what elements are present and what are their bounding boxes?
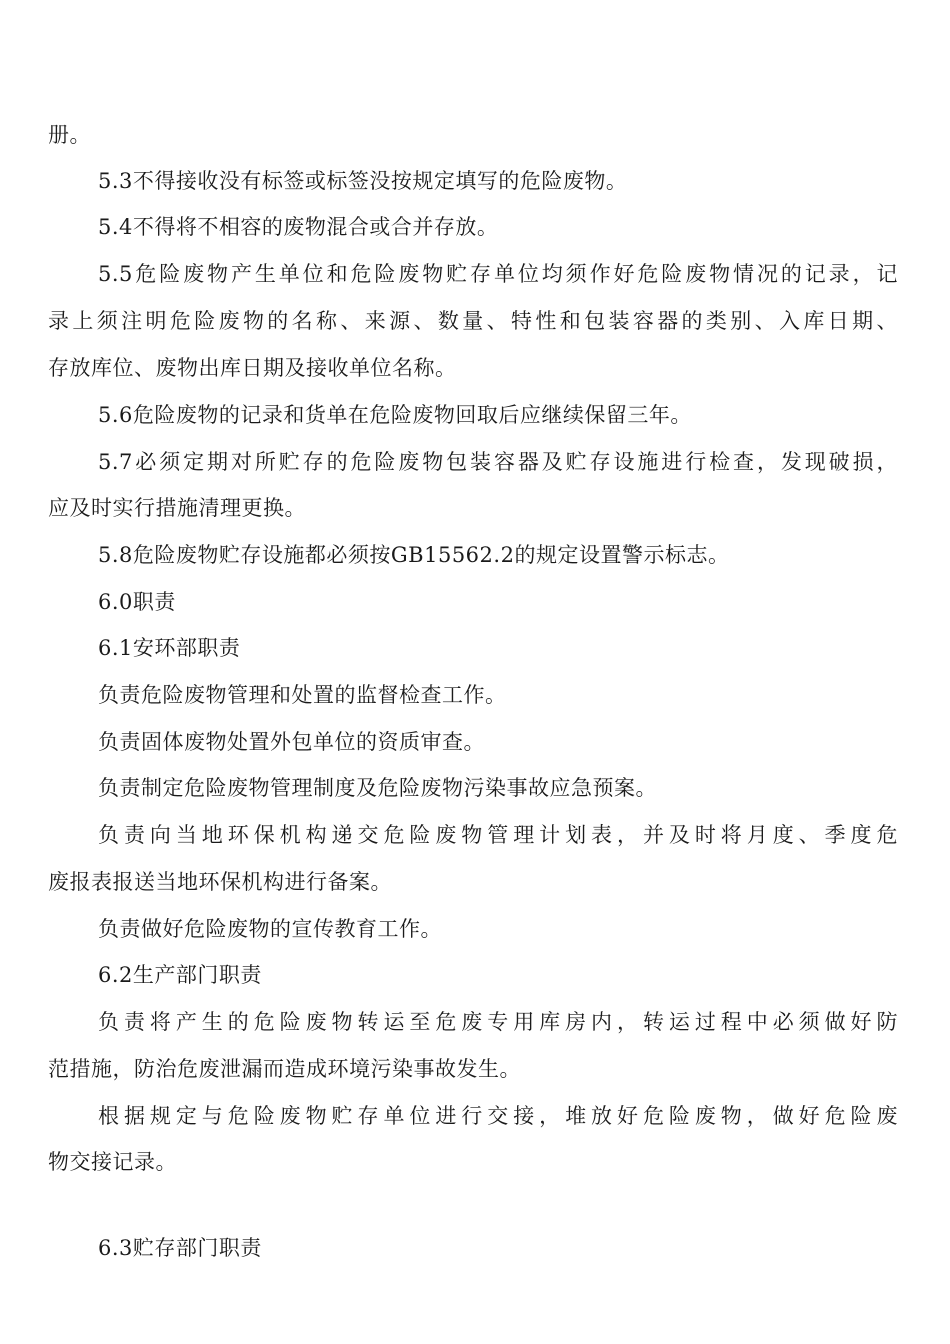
section-5-5-line-2: 录上须注明危险废物的名称、来源、数量、特性和包装容器的类别、入库日期、 xyxy=(48,309,898,333)
heading-6-1: 6.1安环部职责 xyxy=(98,636,241,660)
duty-item: 负责制定危险废物管理制度及危险废物污染事故应急预案。 xyxy=(98,776,657,800)
duty-item-line-1: 根据规定与危险废物贮存单位进行交接，堆放好危险废物，做好危险废 xyxy=(98,1104,898,1128)
duty-item-line-2: 范措施，防治危废泄漏而造成环境污染事故发生。 xyxy=(48,1057,521,1081)
duty-item: 负责固体废物处置外包单位的资质审查。 xyxy=(98,730,485,754)
duty-item: 负责危险废物管理和处置的监督检查工作。 xyxy=(98,683,507,707)
duty-item-line-1: 负责向当地环保机构递交危险废物管理计划表，并及时将月度、季度危 xyxy=(98,823,898,847)
heading-6-2: 6.2生产部门职责 xyxy=(98,963,262,987)
section-5-6: 5.6危险废物的记录和货单在危险废物回取后应继续保留三年。 xyxy=(98,403,692,427)
duty-item-line-2: 物交接记录。 xyxy=(48,1150,177,1174)
duty-item-line-2: 废报表报送当地环保机构进行备案。 xyxy=(48,870,392,894)
text-line: 册。 xyxy=(48,123,91,147)
section-5-5-line-1: 5.5危险废物产生单位和危险废物贮存单位均须作好危险废物情况的记录，记 xyxy=(98,262,898,286)
section-5-8: 5.8危险废物贮存设施都必须按GB15562.2的规定设置警示标志。 xyxy=(98,543,730,567)
duty-item-line-1: 负责将产生的危险废物转运至危废专用库房内，转运过程中必须做好防 xyxy=(98,1010,898,1034)
duty-item: 负责做好危险废物的宣传教育工作。 xyxy=(98,917,442,941)
section-5-5-line-3: 存放库位、废物出库日期及接收单位名称。 xyxy=(48,356,457,380)
heading-6-0: 6.0职责 xyxy=(98,590,176,614)
section-5-3: 5.3不得接收没有标签或标签没按规定填写的危险废物。 xyxy=(98,169,628,193)
section-5-4: 5.4不得将不相容的废物混合或合并存放。 xyxy=(98,215,499,239)
section-5-7-line-1: 5.7必须定期对所贮存的危险废物包装容器及贮存设施进行检查，发现破损， xyxy=(98,450,898,474)
heading-6-3: 6.3贮存部门职责 xyxy=(98,1236,262,1260)
section-5-7-line-2: 应及时实行措施清理更换。 xyxy=(48,496,306,520)
